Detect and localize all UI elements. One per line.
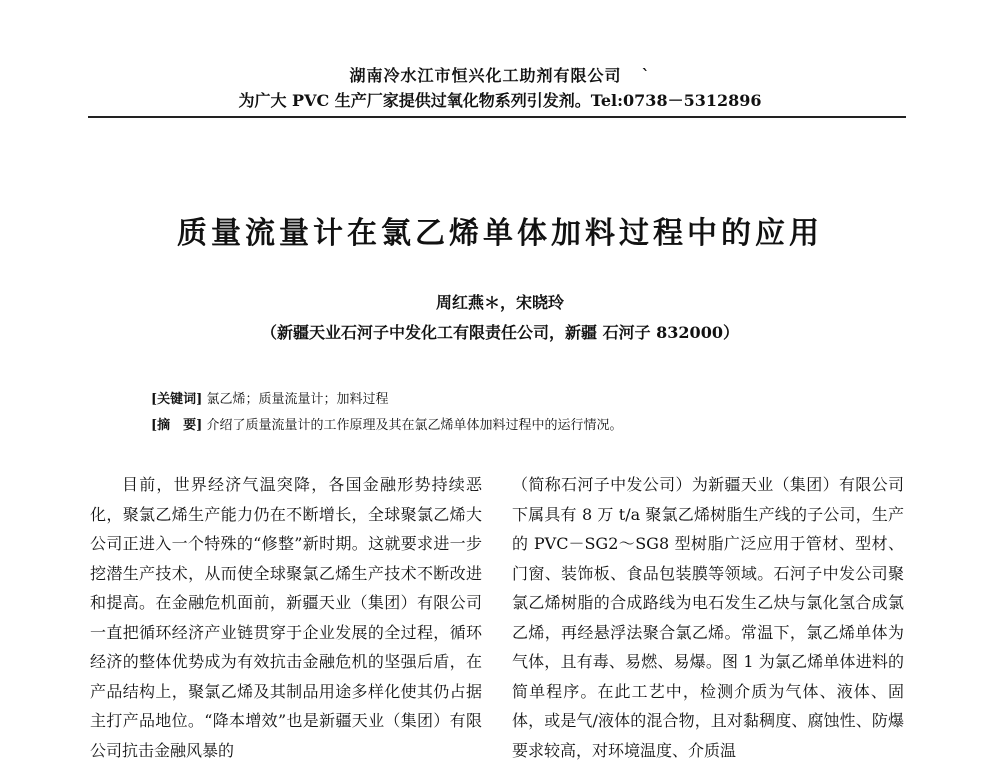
ad-stray-mark: ` [641,66,651,85]
keywords-line [151,388,388,407]
abstract-line [151,414,622,433]
article-affiliation: （新疆天业石河子中发化工有限责任公司，新疆 石河子 832000） [261,323,739,342]
body-column-left [90,470,482,765]
body-column-right [512,470,904,765]
ad-company-line [0,63,1000,86]
abstract-text: 介绍了质量流量计的工作原理及其在氯乙烯单体加料过程中的运行情况。 [206,418,623,433]
keywords-text: 氯乙烯；质量流量计；加料过程 [206,392,389,407]
article-authors: 周红燕＊，宋晓玲 [435,293,564,312]
body-paragraph-left: 目前，世界经济气温突降，各国金融形势持续恶化，聚氯乙烯生产能力仍在不断增长，全球聚氯乙烯大公司正进入一个特殊的“修整”新时期。这就要求进一步挖潜生产技术，从而使全球聚氯乙烯生产技术不断改进和提高。在金融危机面前，新疆天业（集团）有限公司一直把循环经济产业链贯穿于企业发展的全过程，循环经济的整体优势成为有效抗击金融危机的坚强后盾，在产品结构上，聚氯乙烯及其制品用途多样化使其仍占据主打产品地位。“降本增效”也是新疆天业（集团）有限公司抗击金融风暴的 [90,475,482,760]
header-divider [88,116,906,118]
article-title: 质量流量计在氯乙烯单体加料过程中的应用 [177,216,823,251]
ad-tagline: 为广大 PVC 生产厂家提供过氧化物系列引发剂。Tel:0738－5312896 [238,91,762,110]
body-paragraph-right: （简称石河子中发公司）为新疆天业（集团）有限公司下属具有 8 万 t/a 聚氯乙烯树脂生产线的子公司，生产的 PVC－SG2～SG8 型树脂广泛应用于管材、型材、门窗、装饰板、食品包装膜等领域。石河子中发公司聚氯乙烯树脂的合成路线为电石发生乙炔与氯化氢合成氯乙烯，再经悬浮法聚合氯乙烯。常温下，氯乙烯单体为气体，且有毒、易燃、易爆。图 1 为氯乙烯单体进料的简单程序。在此工艺中，检测介质为气体、液体、固体，或是气/液体的混合物，且对黏稠度、腐蚀性、防爆要求较高，对环境温度、介质温 [512,475,904,760]
abstract-label: [摘 要] [151,418,203,433]
ad-company-name: 湖南冷水江市恒兴化工助剂有限公司 [349,66,622,85]
keywords-label: [关键词] [151,392,203,407]
